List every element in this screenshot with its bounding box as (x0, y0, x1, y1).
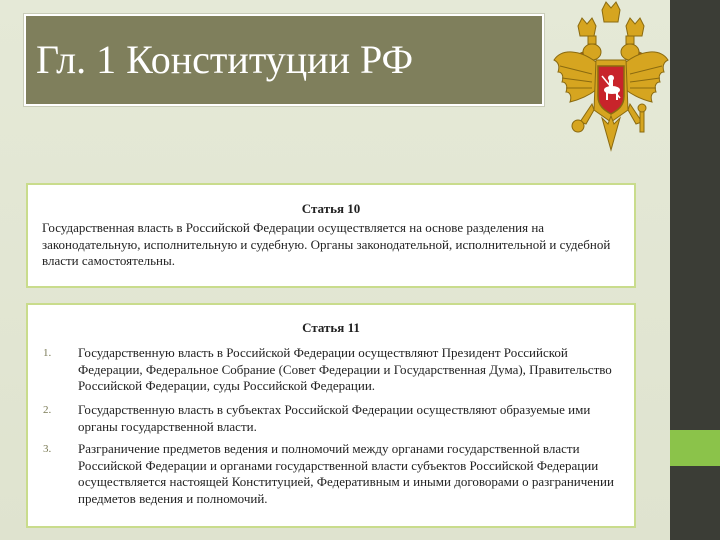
page-title: Гл. 1 Конституции РФ (36, 37, 414, 82)
list-item-number: 3. (43, 443, 52, 455)
list-item-text: Государственную власть в субъектах Российской Федерации осуществляют образуемые ими органы государственной власти. (78, 402, 591, 434)
list-item-text: Государственную власть в Российской Федерации осуществляют Президент Российской Федерации, Федеральное Собрание (Совет Федерации и Государственная Дума), Правительство Российской Федерации, суды Российской Федерации. (78, 345, 612, 393)
list-item-number: 2. (43, 404, 52, 416)
article-10-text: Государственная власть в Российской Федерации осуществляется на основе разделения на законодательную, исполнительную и судебную. Органы законодательной, исполнительной и судебной власти самостоятельны. (42, 220, 611, 268)
coat-of-arms-icon (552, 0, 670, 180)
article-10-box (26, 183, 636, 288)
article-10-heading: Статья 10 (301, 201, 361, 216)
list-item-text: Разграничение предметов ведения и полномочий между органами государственной власти Российской Федерации и органами государственной власти субъектов Российской Федерации осуществляется настоящей Конституцией, Федеративным и иными договорами о разграничении предметов ведения и полномочий. (78, 441, 614, 506)
green-accent-bar (670, 430, 720, 466)
list-item-number: 1. (43, 347, 52, 359)
title-banner (24, 14, 544, 106)
article-11-heading: Статья 11 (302, 320, 360, 335)
article-11-box (26, 303, 636, 528)
